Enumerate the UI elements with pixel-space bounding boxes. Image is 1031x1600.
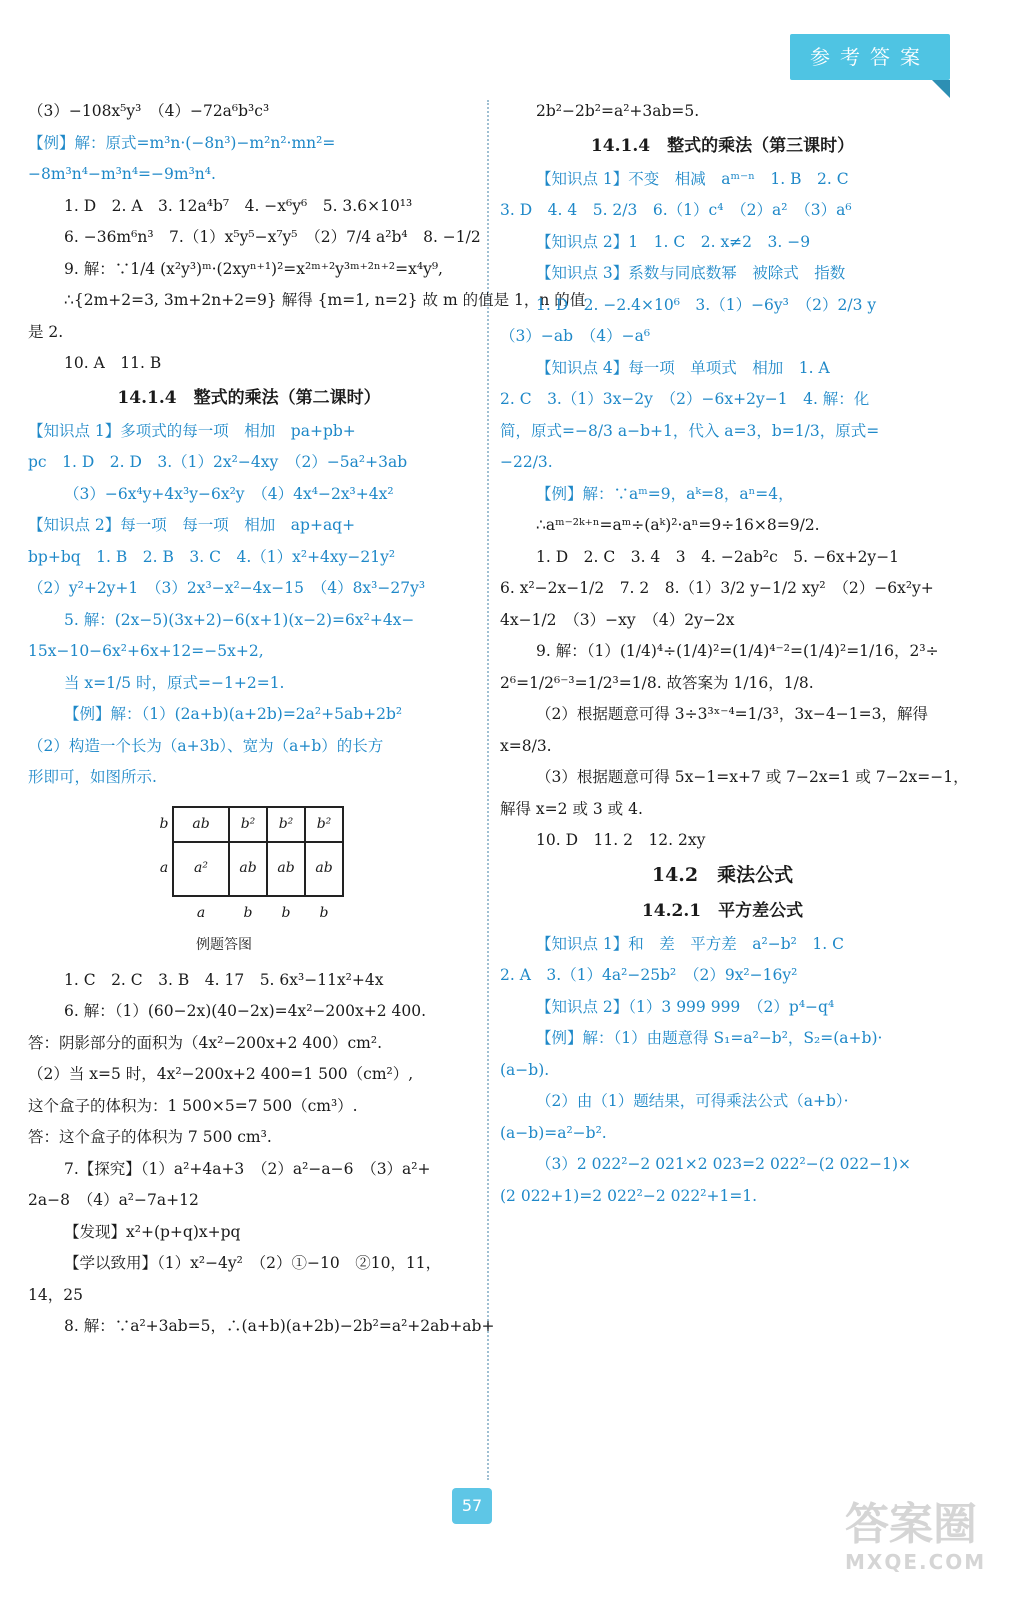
grid-cell: b² — [305, 807, 343, 843]
text-line: (a−b). — [500, 1060, 550, 1079]
text-line: x=8/3. — [500, 736, 552, 755]
text-line: 【知识点 2】1 1. C 2. x≠2 3. −9 — [536, 232, 811, 251]
text-line: 【知识点 1】和 差 平方差 a²−b² 1. C — [536, 934, 844, 953]
text-line: 解得 x=2 或 3 或 4. — [500, 799, 643, 818]
text-line: 【知识点 1】不变 相减 aᵐ⁻ⁿ 1. B 2. C — [536, 169, 849, 188]
text-line: （2）当 x=5 时，4x²−200x+2 400=1 500（cm²）, — [28, 1065, 414, 1083]
text-line: ∴{2m+2=3, 3m+2n+2=9} 解得 {m=1, n=2} 故 m 的值是 1，n 的值 — [64, 291, 586, 309]
text-line: 9. 解：∵1/4 (x²y³)ᵐ·(2xyⁿ⁺¹)²=x²ᵐ⁺²y³ᵐ⁺²ⁿ⁺²=x⁴y⁹, — [64, 259, 443, 278]
text-line: 2⁶=1/2⁶⁻³=1/2³=1/8. 故答案为 1/16，1/8. — [500, 673, 814, 692]
text-line: 【发现】x²+(p+q)x+pq — [64, 1222, 241, 1241]
answer-key-tag: 参考答案 — [790, 34, 950, 80]
grid-cell: ab — [267, 842, 305, 896]
text-line: 【知识点 2】每一项 每一项 相加 ap+aq+ — [28, 516, 356, 534]
text-line: 2. A 3.（1）4a²−25b² （2）9x²−16y² — [500, 966, 798, 984]
text-line: 这个盒子的体积为：1 500×5=7 500（cm³）. — [28, 1096, 358, 1115]
text-line: 2a−8 （4）a²−7a+12 — [28, 1191, 199, 1209]
text-line: 8. 解：∵a²+3ab=5，∴(a+b)(a+2b)−2b²=a²+2ab+ab+ — [64, 1317, 495, 1335]
text-line: （2）y²+2y+1 （3）2x³−x²−4x−15 （4）8x³−27y³ — [28, 579, 426, 597]
grid-cell: ab — [305, 842, 343, 896]
text-line: 10. A 11. B — [64, 354, 162, 372]
text-line: 1. C 2. C 3. B 4. 17 5. 6x³−11x²+4x — [64, 970, 384, 989]
text-line: （3）2 022²−2 021×2 023=2 022²−(2 022−1)× — [536, 1155, 912, 1173]
bottom-label: b — [319, 905, 329, 921]
text-line: (a−b)=a²−b². — [500, 1123, 607, 1142]
text-line: 5. 解：(2x−5)(3x+2)−6(x+1)(x−2)=6x²+4x− — [64, 610, 415, 629]
text-line: 1. D 2. −2.4×10⁶ 3.（1）−6y³ （2）2/3 y — [536, 295, 877, 314]
text-line: 【例】解：原式=m³n·(−8n³)−m²n²·mn²= — [28, 133, 336, 152]
text-line: 1. D 2. C 3. 4 3 4. −2ab²c 5. −6x+2y−1 — [536, 547, 900, 566]
text-line: 10. D 11. 2 12. 2xy — [536, 831, 706, 849]
text-line: 7.【探究】（1）a²+4a+3 （2）a²−a−6 （3）a²+ — [64, 1159, 431, 1178]
section-heading: 14.1.4 整式的乘法（第三课时） — [590, 135, 855, 156]
text-line: 【知识点 4】每一项 单项式 相加 1. A — [536, 358, 830, 377]
text-line: （3）−6x⁴y+4x³y−6x²y （4）4x⁴−2x³+4x² — [64, 484, 394, 503]
grid-cell: ab — [173, 807, 229, 843]
grid-cell: b² — [267, 807, 305, 843]
text-line: 6. x²−2x−1/2 7. 2 8.（1）3/2 y−1/2 xy² （2）−6x²y+ — [500, 579, 934, 597]
section-heading: 14.1.4 整式的乘法（第二课时） — [117, 387, 381, 408]
text-line: 是 2. — [28, 322, 64, 341]
text-line: （3）−108x⁵y³ （4）−72a⁶b³c³ — [28, 102, 270, 120]
text-line: −8m³n⁴−m³n⁴=−9m³n⁴. — [28, 165, 216, 183]
text-line: (2 022+1)=2 022²−2 022²+1=1. — [500, 1186, 758, 1205]
text-line: 1. D 2. A 3. 12a⁴b⁷ 4. −x⁶y⁶ 5. 3.6×10¹³ — [64, 196, 413, 215]
text-line: （3）根据题意可得 5x−1=x+7 或 7−2x=1 或 7−2x=−1， — [536, 768, 969, 786]
text-line: 【知识点 1】多项式的每一项 相加 pa+pb+ — [28, 421, 356, 440]
grid-cell: a² — [173, 842, 229, 896]
grid-cell: b² — [229, 807, 267, 843]
text-line: 9. 解：（1）(1/4)⁴÷(1/4)²=(1/4)⁴⁻²=(1/4)²=1/16，2³÷ — [536, 642, 939, 660]
text-line: 答：阴影部分的面积为（4x²−200x+2 400）cm². — [28, 1033, 383, 1052]
text-line: 形即可，如图所示. — [28, 768, 157, 786]
text-line: 简，原式=−8/3 a−b+1，代入 a=3，b=1/3，原式= — [500, 421, 880, 440]
bottom-label: b — [243, 905, 253, 921]
text-line: 当 x=1/5 时，原式=−1+2=1. — [64, 673, 285, 692]
text-line: 14，25 — [28, 1285, 83, 1304]
grid-cell: ab — [229, 842, 267, 896]
chapter-heading: 14.2 乘法公式 — [651, 863, 794, 886]
text-line: （2）构造一个长为（a+3b）、宽为（a+b）的长方 — [28, 736, 384, 755]
text-line: 3. D 4. 4 5. 2/3 6.（1）c⁴ （2）a² （3）a⁶ — [500, 201, 852, 219]
text-line: 2. C 3.（1）3x−2y （2）−6x+2y−1 4. 解：化 — [500, 390, 870, 408]
text-line: （2）根据题意可得 3÷3³ˣ⁻⁴=1/3³，3x−4−1=3，解得 — [536, 705, 928, 723]
text-line: 6. −36m⁶n³ 7.（1）x⁵y⁵−x⁷y⁵ （2）7/4 a²b⁴ 8. −1/2 — [64, 228, 481, 246]
example-figure — [156, 806, 470, 959]
text-line: 【知识点 2】（1）3 999 999 （2）p⁴−q⁴ — [536, 997, 835, 1016]
watermark — [845, 1500, 986, 1574]
text-line: （3）−ab （4）−a⁶ — [500, 327, 651, 345]
text-line: 【例】解：（1）由题意得 S₁=a²−b²，S₂=(a+b)· — [536, 1029, 883, 1047]
area-grid — [156, 806, 344, 931]
bottom-label: b — [281, 905, 291, 921]
text-line: 【例】解：（1）(2a+b)(a+2b)=2a²+5ab+2b² — [64, 705, 403, 723]
text-line: 4x−1/2 （3）−xy （4）2y−2x — [500, 610, 735, 629]
text-line: pc 1. D 2. D 3.（1）2x²−4xy （2）−5a²+3ab — [28, 453, 408, 471]
section-heading: 14.2.1 平方差公式 — [641, 900, 804, 921]
bottom-label: a — [196, 905, 206, 921]
text-line: bp+bq 1. B 2. B 3. C 4.（1）x²+4xy−21y² — [28, 547, 396, 566]
text-line: 2b²−2b²=a²+3ab=5. — [536, 102, 700, 120]
text-line: （2）由（1）题结果，可得乘法公式（a+b）· — [536, 1092, 849, 1110]
text-line: 答：这个盒子的体积为 7 500 cm³. — [28, 1128, 272, 1146]
text-line: −22/3. — [500, 453, 553, 471]
text-line: 【学以致用】（1）x²−4y² （2）①−10 ②10，11， — [64, 1254, 442, 1272]
text-line: 6. 解：（1）(60−2x)(40−2x)=4x²−200x+2 400. — [64, 1002, 427, 1020]
text-line: 15x−10−6x²+6x+12=−5x+2, — [28, 642, 264, 660]
text-line: 【例】解：∵aᵐ=9，aᵏ=8，aⁿ=4， — [536, 484, 794, 503]
text-line: ∴aᵐ⁻²ᵏ⁺ⁿ=aᵐ÷(aᵏ)²·aⁿ=9÷16×8=9/2. — [536, 516, 820, 534]
text-line: 【知识点 3】系数与同底数幂 被除式 指数 — [536, 264, 846, 282]
right-column — [500, 96, 969, 1212]
watermark-url: MXQE.COM — [845, 1550, 987, 1574]
page-number: 57 — [452, 1488, 492, 1524]
watermark-logo: 答案圈 — [845, 1499, 977, 1550]
side-label: b — [159, 815, 169, 832]
figure-caption: 例题答图 — [196, 936, 252, 953]
side-label: a — [159, 860, 169, 877]
